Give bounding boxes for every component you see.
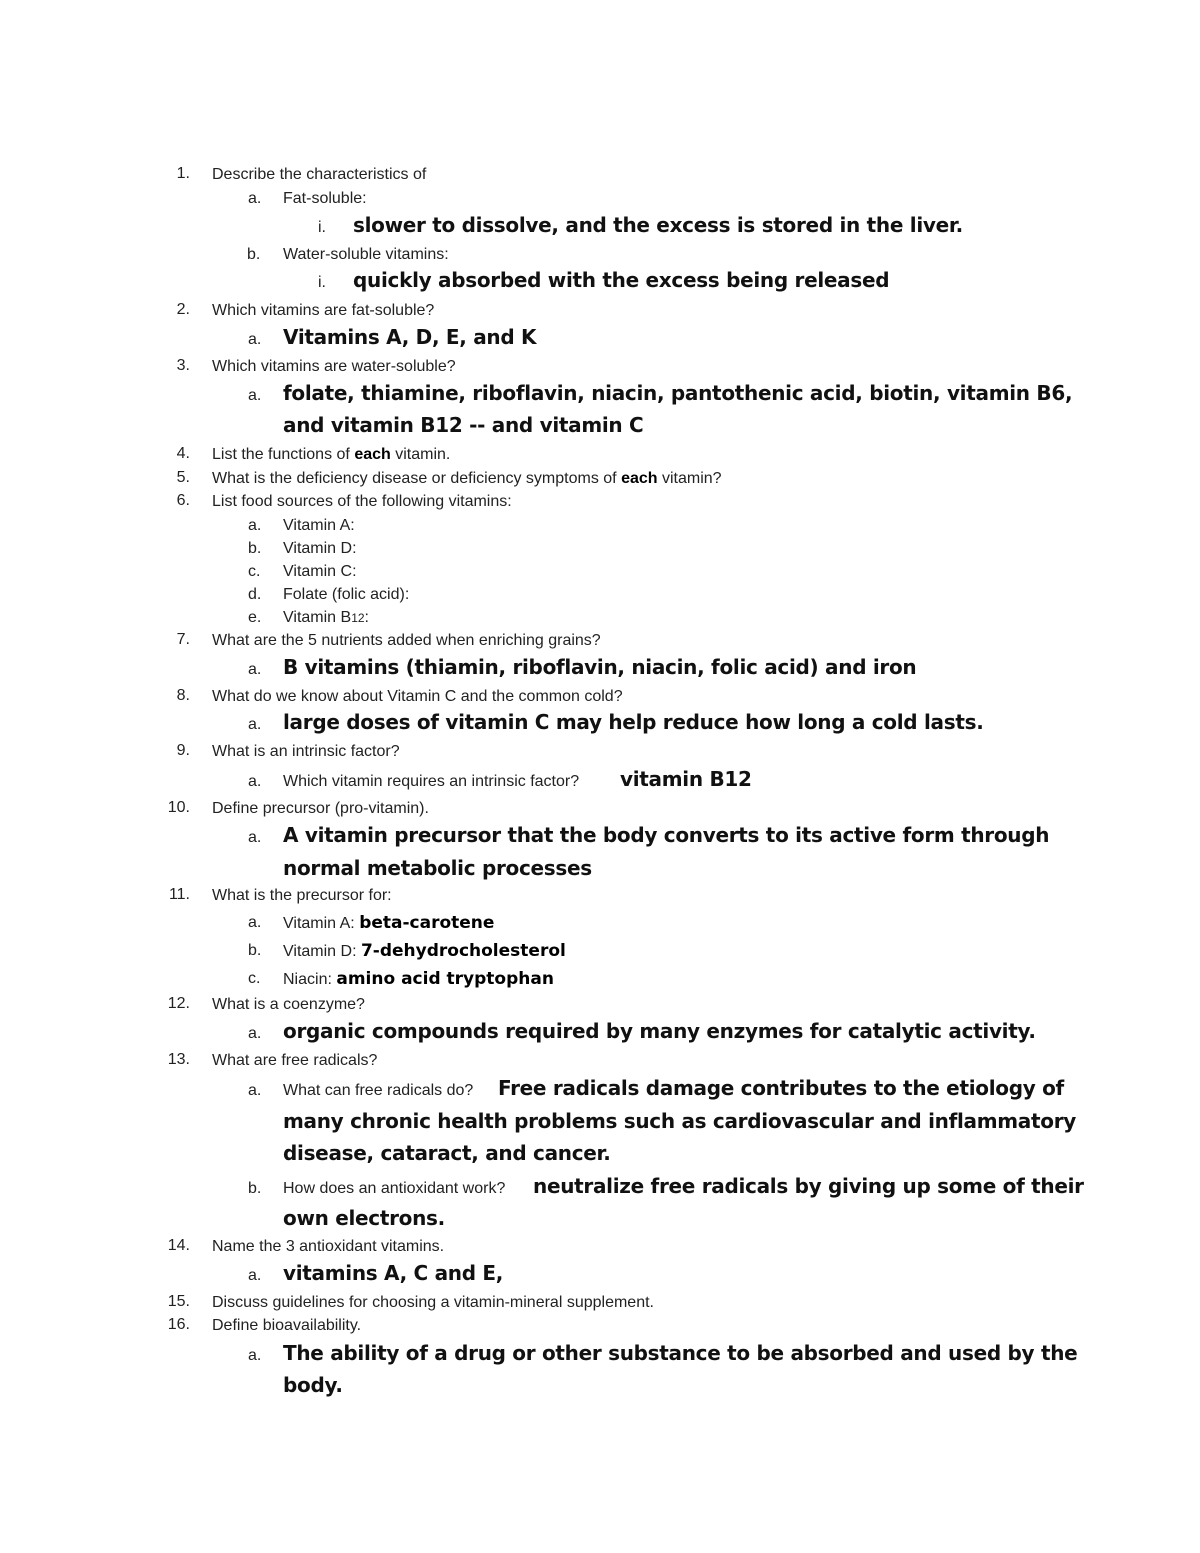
sub-question-text: Water-soluble vitamins: — [283, 246, 449, 263]
question-number: 2. — [176, 301, 190, 318]
question-text: What is a coenzyme? — [212, 996, 365, 1013]
question-text: List food sources of the following vitamins: — [212, 493, 512, 510]
list-marker: a. — [248, 661, 262, 678]
sub-question-text: How does an antioxidant work? — [283, 1180, 506, 1197]
sub-question-text: Vitamin A: beta-carotene — [283, 913, 495, 933]
list-marker: a. — [248, 190, 262, 207]
question-number: 7. — [176, 631, 190, 648]
list-marker: a. — [248, 1347, 262, 1364]
list-marker: b. — [247, 246, 261, 263]
question-number: 3. — [176, 357, 190, 374]
answer-text: and vitamin B12 -- and vitamin C — [283, 413, 644, 437]
list-marker: b. — [248, 942, 262, 959]
list-marker: i. — [318, 274, 326, 291]
question-text: Define precursor (pro-vitamin). — [212, 800, 429, 817]
question-number: 9. — [176, 742, 190, 759]
list-marker: a. — [248, 1082, 262, 1099]
answer-text: large doses of vitamin C may help reduce how long a cold lasts. — [283, 710, 984, 734]
sub-question-text: Which vitamin requires an intrinsic factor? — [283, 773, 580, 790]
question-number: 4. — [176, 445, 190, 462]
question-text: What is the precursor for: — [212, 887, 392, 904]
list-marker: a. — [248, 716, 262, 733]
sub-question-text: Fat-soluble: — [283, 190, 367, 207]
answer-text: normal metabolic processes — [283, 856, 592, 880]
list-marker: a. — [248, 331, 262, 348]
answer-text: The ability of a drug or other substance to be absorbed and used by the — [283, 1341, 1078, 1365]
answer-text: slower to dissolve, and the excess is stored in the liver. — [353, 213, 963, 237]
question-number: 16. — [167, 1316, 190, 1333]
question-text: Which vitamins are fat-soluble? — [212, 302, 435, 319]
sub-question-text: Vitamin D: 7-dehydrocholesterol — [283, 941, 566, 961]
sub-question-text: Vitamin A: — [283, 517, 355, 534]
answer-text: neutralize free radicals by giving up some of their — [533, 1174, 1084, 1198]
question-number: 14. — [167, 1237, 190, 1254]
list-marker: a. — [248, 1025, 262, 1042]
answer-text: organic compounds required by many enzymes for catalytic activity. — [283, 1019, 1036, 1043]
answer-text: amino acid tryptophan — [336, 969, 554, 989]
question-text: List the functions of each vitamin. — [212, 446, 451, 463]
sub-question-text: What can free radicals do? — [283, 1082, 474, 1099]
question-number: 5. — [176, 469, 190, 486]
list-marker: a. — [248, 829, 262, 846]
answer-text: quickly absorbed with the excess being released — [353, 268, 890, 292]
question-number: 12. — [167, 995, 190, 1012]
question-text: Define bioavailability. — [212, 1317, 362, 1334]
question-number: 10. — [167, 799, 190, 816]
answer-text: B vitamins (thiamin, riboflavin, niacin, folic acid) and iron — [283, 655, 917, 679]
list-marker: a. — [248, 773, 262, 790]
answer-text: body. — [283, 1373, 343, 1397]
question-text: Describe the characteristics of — [212, 166, 427, 183]
question-text: Discuss guidelines for choosing a vitamin-mineral supplement. — [212, 1294, 654, 1311]
emphasis: each — [621, 470, 658, 487]
answer-text: Vitamins A, D, E, and K — [283, 325, 537, 349]
list-marker: i. — [318, 219, 326, 236]
question-text: What are free radicals? — [212, 1052, 378, 1069]
question-number: 15. — [167, 1293, 190, 1310]
list-marker: e. — [248, 609, 262, 626]
sub-question-text: Vitamin C: — [283, 563, 357, 580]
answer-text: vitamin B12 — [620, 767, 752, 791]
question-number: 6. — [176, 492, 190, 509]
answer-text: vitamins A, C and E, — [283, 1261, 504, 1285]
question-text: What is the deficiency disease or deficiency symptoms of each vitamin? — [212, 470, 722, 487]
answer-text: many chronic health problems such as cardiovascular and inflammatory — [283, 1109, 1076, 1133]
list-marker: c. — [248, 970, 261, 987]
answer-text: disease, cataract, and cancer. — [283, 1141, 611, 1165]
list-marker: b. — [248, 1180, 262, 1197]
answer-text: Free radicals damage contributes to the etiology of — [498, 1076, 1064, 1100]
question-text: What are the 5 nutrients added when enriching grains? — [212, 632, 601, 649]
list-marker: b. — [248, 540, 262, 557]
answer-text: beta-carotene — [359, 913, 495, 933]
question-number: 1. — [176, 165, 190, 182]
question-text: Name the 3 antioxidant vitamins. — [212, 1238, 445, 1255]
list-marker: a. — [248, 387, 262, 404]
answer-text: own electrons. — [283, 1206, 445, 1230]
sub-question-text: Vitamin D: — [283, 540, 357, 557]
sub-question-text: Vitamin B12: — [283, 609, 369, 626]
sub-question-text: Folate (folic acid): — [283, 586, 410, 603]
list-marker: c. — [248, 563, 261, 580]
emphasis: each — [354, 446, 391, 463]
question-number: 8. — [176, 687, 190, 704]
question-number: 11. — [168, 886, 190, 903]
answer-text: folate, thiamine, riboflavin, niacin, pantothenic acid, biotin, vitamin B6, — [283, 381, 1073, 405]
sub-question-text: Niacin: amino acid tryptophan — [283, 969, 554, 989]
list-marker: a. — [248, 914, 262, 931]
list-marker: a. — [248, 517, 262, 534]
answer-text: 7-dehydrocholesterol — [360, 941, 566, 961]
question-number: 13. — [167, 1051, 190, 1068]
answer-text: A vitamin precursor that the body converts to its active form through — [283, 823, 1050, 847]
question-text: What do we know about Vitamin C and the common cold? — [212, 688, 623, 705]
question-text: Which vitamins are water-soluble? — [212, 358, 456, 375]
list-marker: d. — [248, 586, 262, 603]
list-marker: a. — [248, 1267, 262, 1284]
question-text: What is an intrinsic factor? — [212, 743, 400, 760]
